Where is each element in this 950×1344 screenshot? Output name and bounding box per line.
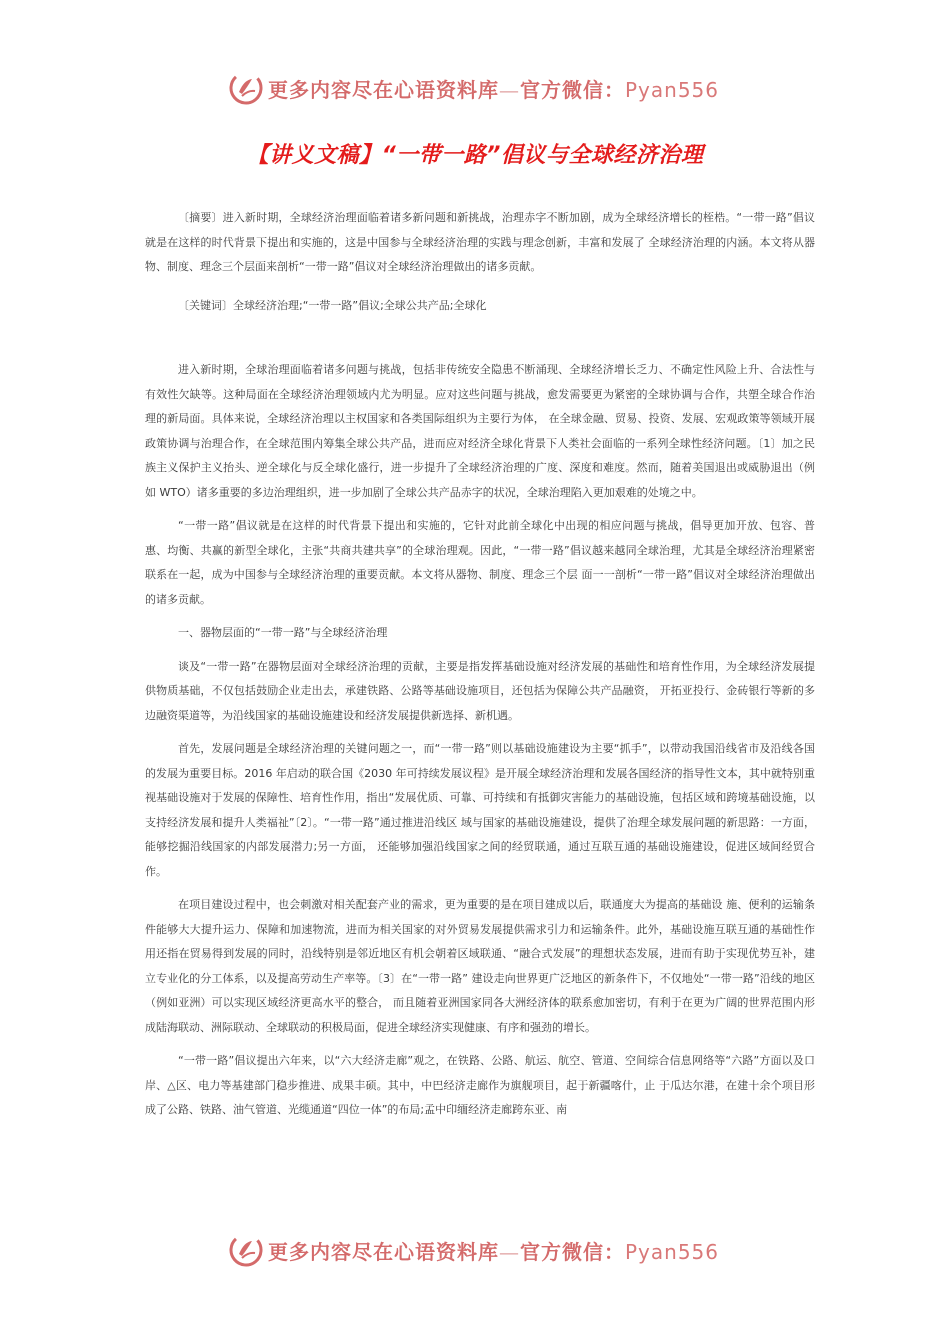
banner-official: 官方微信： bbox=[520, 1239, 625, 1264]
keywords-paragraph: 〔关键词〕全球经济治理;“一带一路”倡议;全球公共产品;全球化 bbox=[178, 298, 487, 312]
body-paragraph: “一带一路”倡议提出六年来，以“六大经济走廊”观之，在铁路、公路、航运、航空、管道、空间综合信息网络等“六路”方面以及口岸、△区、电力等基建部门稳步推进、成果丰硕。其中，中巴经济走廊作为旗舰项目，起于新疆喀什，止 于瓜达尔港，在建十余个项目形成了公路、铁路、油气管道、光缆通道“四位一体”的布局;孟中印缅经济走廊跨东亚、南 bbox=[145, 1054, 815, 1116]
banner-text bbox=[268, 74, 719, 103]
logo-icon bbox=[228, 1232, 264, 1268]
document-title: 【讲义文稿】“一带一路”倡议与全球经济治理 bbox=[246, 143, 704, 168]
banner-dash: — bbox=[499, 77, 520, 102]
body-paragraph: 首先，发展问题是全球经济治理的关键问题之一，而“一带一路”则以基础设施建设为主要“抓手”，以带动我国沿线省市及沿线各国的发展为重要目标。2016 年启动的联合国《2030 年可持续发展议程》是开展全球经济治理和发展各国经济的指导性文本，其中就特别重视基础设施对于发展的保障性、培育性作用，指出“发展优质、可靠、可持续和有抵御灾害能力的基础设施，包括区域和跨境基础设施，以支持经济发展和提升人类福祉”〔2〕。“一带一路”通过推进沿线区 域与国家的基础设施建设，提供了治理全球发展问题的新思路：一方面，能够挖掘沿线国家的内部发展潜力;另一方面， 还能够加强沿线国家之间的经贸联通，通过互联互通的基础设施建设，促进区域间经贸合作。 bbox=[145, 742, 815, 878]
section-heading: 一、器物层面的“一带一路”与全球经济治理 bbox=[178, 626, 388, 639]
banner-official: 官方微信： bbox=[520, 77, 625, 102]
logo-icon bbox=[228, 70, 264, 106]
document-body bbox=[145, 206, 815, 1132]
banner-main: 更多内容尽在心语资料库 bbox=[268, 77, 499, 102]
footer-banner bbox=[228, 1232, 719, 1268]
banner-dash: — bbox=[499, 1239, 520, 1264]
header-banner bbox=[228, 70, 719, 106]
body-paragraph: 在项目建设过程中，也会刺激对相关配套产业的需求，更为重要的是在项目建成以后，联通度大为提高的基础设 施、便利的运输条件能够大大提升运力、保障和加速物流，进而为相关国家的对外贸易发展提供需求引力和运输条件。此外，基础设施互联互通的基础性作用还指在贸易得到发展的同时，沿线特别是邻近地区有机会朝着区域联通、“融合式发展”的理想状态发展，进而有助于实现优势互补，建立专业化的分工体系，以及提高劳动生产率等。〔3〕在“一带一路” 建设走向世界更广泛地区的新条件下，不仅地处“一带一路”沿线的地区（例如亚洲）可以实现区域经济更高水平的整合， 而且随着亚洲国家同各大洲经济体的联系愈加密切，有利于在更为广阔的世界范围内形成陆海联动、洲际联动、全球联动的积极局面，促进全球经济实现健康、有序和强劲的增长。 bbox=[145, 898, 815, 1034]
body-paragraph: 谈及“一带一路”在器物层面对全球经济治理的贡献，主要是指发挥基础设施对经济发展的基础性和培育性作用，为全球经济发展提供物质基础，不仅包括鼓励企业走出去，承建铁路、公路等基础设施项目，还包括为保障公共产品融资， 开拓亚投行、金砖银行等新的多边融资渠道等，为沿线国家的基础设施建设和经济发展提供新选择、新机遇。 bbox=[145, 659, 815, 722]
banner-main: 更多内容尽在心语资料库 bbox=[268, 1239, 499, 1264]
banner-handle: Pyan556 bbox=[625, 77, 720, 102]
banner-text bbox=[268, 1236, 719, 1265]
body-paragraph: 进入新时期，全球治理面临着诸多问题与挑战，包括非传统安全隐患不断涌现、全球经济增长乏力、不确定性风险上升、合法性与有效性欠缺等。这种局面在全球经济治理领域内尤为明显。应对这些问题与挑战，愈发需要更为紧密的全球协调与合作，共塑全球合作治理的新局面。具体来说，全球经济治理以主权国家和各类国际组织为主要行为体， 在全球金融、贸易、投资、发展、宏观政策等领域开展政策协调与治理合作，在全球范围内筹集全球公共产品，进而应对经济全球化背景下人类社会面临的一系列全球性经济问题。〔1〕加之民族主义保护主义抬头、逆全球化与反全球化盛行，进一步提升了全球经济治理的广度、深度和难度。然而，随着美国退出或威胁退出（例如 WTO）诸多重要的多边治理组织，进一步加剧了全球公共产品赤字的状况，全球治理陷入更加艰难的处境之中。 bbox=[145, 363, 815, 499]
body-paragraph: “一带一路”倡议就是在这样的时代背景下提出和实施的，它针对此前全球化中出现的相应问题与挑战，倡导更加开放、包容、普惠、均衡、共赢的新型全球化，主张“共商共建共享”的全球治理观。因此，“一带一路”倡议越来越同全球治理，尤其是全球经济治理紧密联系在一起，成为中国参与全球经济治理的重要贡献。本文将从器物、制度、理念三个层 面一一剖析“一带一路”倡议对全球经济治理做出的诸多贡献。 bbox=[145, 519, 815, 606]
abstract-paragraph: 〔摘要〕进入新时期，全球经济治理面临着诸多新问题和新挑战，治理赤字不断加剧，成为全球经济增长的桎梏。“一带一路”倡议就是在这样的时代背景下提出和实施的，这是中国参与全球经济治理的实践与理念创新，丰富和发展了 全球经济治理的内涵。本文将从器物、制度、理念三个层面来剖析“一带一路”倡议对全球经济治理做出的诸多贡献。 bbox=[145, 211, 815, 273]
banner-handle: Pyan556 bbox=[625, 1239, 720, 1264]
